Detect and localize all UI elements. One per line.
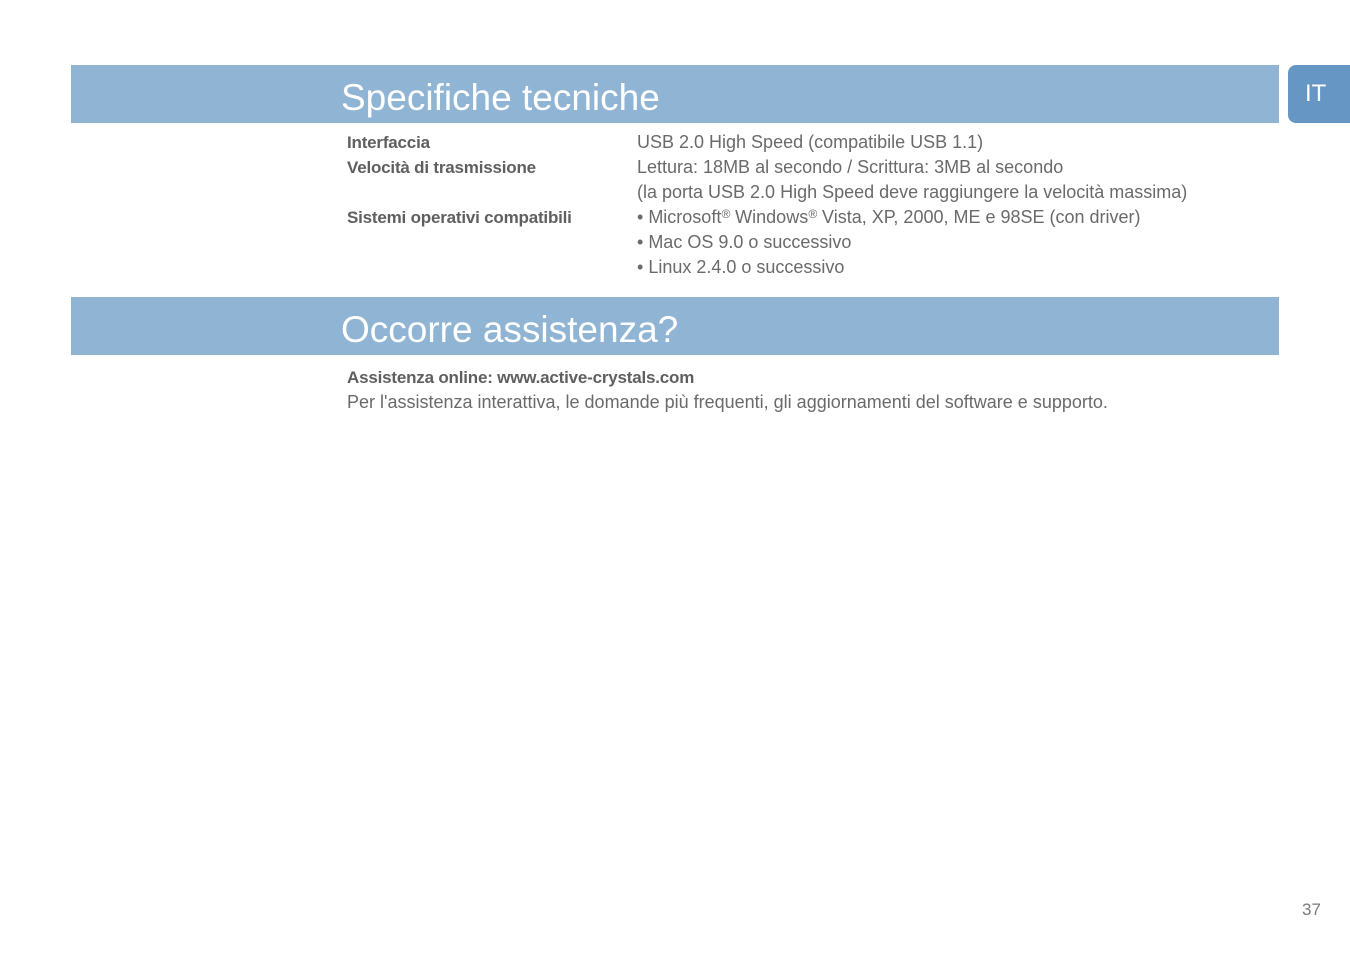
spec-value-speed-line2: (la porta USB 2.0 High Speed deve raggiungere la velocità massima) xyxy=(637,182,1188,202)
os-windows-text: Windows xyxy=(730,207,809,227)
spec-label-interface: Interfaccia xyxy=(347,133,430,152)
page-number: 37 xyxy=(1302,900,1321,919)
spec-value-os-mac: • Mac OS 9.0 o successivo xyxy=(637,230,851,255)
registered-mark: ® xyxy=(721,207,731,221)
language-tab[interactable]: IT xyxy=(1288,65,1350,123)
os-microsoft-text: Microsoft xyxy=(648,207,722,227)
section-header-specs xyxy=(71,65,1279,123)
registered-mark: ® xyxy=(808,207,818,221)
spec-label-os: Sistemi operativi compatibili xyxy=(347,208,572,227)
spec-value-os-linux: • Linux 2.4.0 o successivo xyxy=(637,255,844,280)
spec-value-interface: USB 2.0 High Speed (compatibile USB 1.1) xyxy=(637,132,984,152)
help-body-text: Per l'assistenza interattiva, le domande più frequenti, gli aggiornamenti del software e supporto. xyxy=(347,392,1108,412)
help-heading[interactable]: Assistenza online: www.active-crystals.com xyxy=(347,368,695,387)
os-windows-versions: Vista, XP, 2000, ME e 98SE (con driver) xyxy=(817,207,1141,227)
spec-value-speed-line1: Lettura: 18MB al secondo / Scrittura: 3MB al secondo xyxy=(637,157,1064,177)
section-title-help: Occorre assistenza? xyxy=(341,309,679,350)
spec-value-os-windows xyxy=(637,205,1141,230)
section-title-specs: Specifiche tecniche xyxy=(341,77,660,118)
section-header-help xyxy=(71,297,1279,355)
spec-label-speed: Velocità di trasmissione xyxy=(347,158,536,177)
